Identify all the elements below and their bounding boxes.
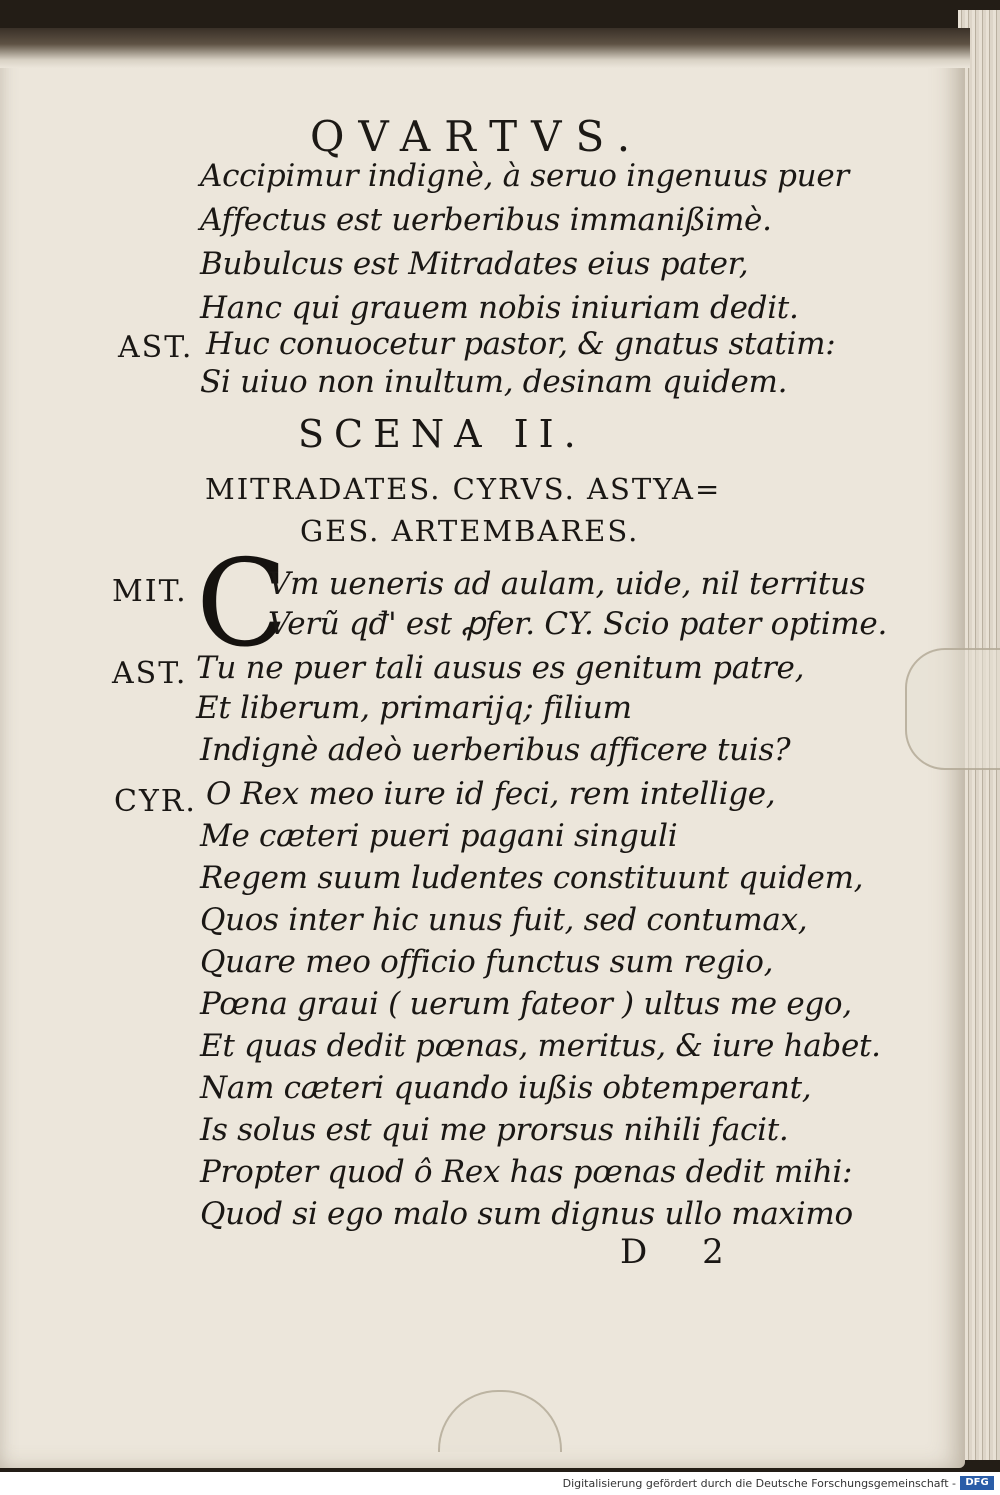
verse-line: Regem suum ludentes constituunt quidem, [200,860,864,896]
funding-credit: Digitalisierung gefördert durch die Deutsche Forschungsgemeinschaft - [562,1477,956,1490]
verse-line: Et quas dedit pœnas, meritus, & iure habet. [200,1028,881,1064]
verse-line: Huc conuocetur pastor, & gnatus statim: [206,326,836,362]
drop-initial: C [196,535,288,674]
verse-line: Propter quod ô Rex has pœnas dedit mihi: [200,1154,853,1190]
speaker-label: MIT. [112,574,188,609]
verse-line: Quod si ego malo sum dignus ullo maximo [200,1196,853,1232]
dfg-logo: DFG [960,1476,994,1490]
footer-bar [0,1472,1000,1495]
verse-line: Quare meo officio functus sum regio, [200,944,774,980]
running-head: QVARTVS. [310,112,645,161]
verse-line: Me cæteri pueri pagani singuli [200,818,678,854]
verse-line: Et liberum, primarijq; filium [196,690,632,726]
cast-list: GES. ARTEMBARES. [300,514,640,548]
signature-mark: D 2 [620,1232,746,1272]
verse-line: Affectus est uerberibus immanißimè. [200,202,772,238]
verse-line: Quos inter hic unus fuit, sed contumax, [200,902,808,938]
verse-line: Is solus est qui me prorsus nihili facit. [200,1112,789,1148]
verse-line: Tu ne puer tali ausus es genitum patre, [196,650,805,686]
speaker-label: CYR. [114,784,197,819]
verse-line: Nam cæteri quando iußis obtemperant, [200,1070,812,1106]
verse-line: Vm ueneris ad aulam, uide, nil territus [268,566,866,602]
scene-title: SCENA II. [298,412,586,456]
verse-line: Bubulcus est Mitradates eius pater, [200,246,749,282]
speaker-label: AST. [112,656,188,691]
verse-line: Accipimur indignè, à seruo ingenuus puer [200,158,849,194]
speaker-label: AST. [118,330,194,365]
cast-list: MITRADATES. CYRVS. ASTYA= [205,472,722,506]
verse-line: O Rex meo iure id feci, rem intellige, [206,776,776,812]
verse-line: Indignè adeò uerberibus afficere tuis? [200,732,791,768]
verse-line: Si uiuo non inultum, desinam quidem. [200,364,788,400]
verse-line: Pœna graui ( uerum fateor ) ultus me ego, [200,986,852,1022]
verse-line: Verũ qđ' est ꝓfer. CY. Scio pater optime. [268,606,888,642]
verse-line: Hanc qui grauem nobis iniuriam dedit. [200,290,799,326]
